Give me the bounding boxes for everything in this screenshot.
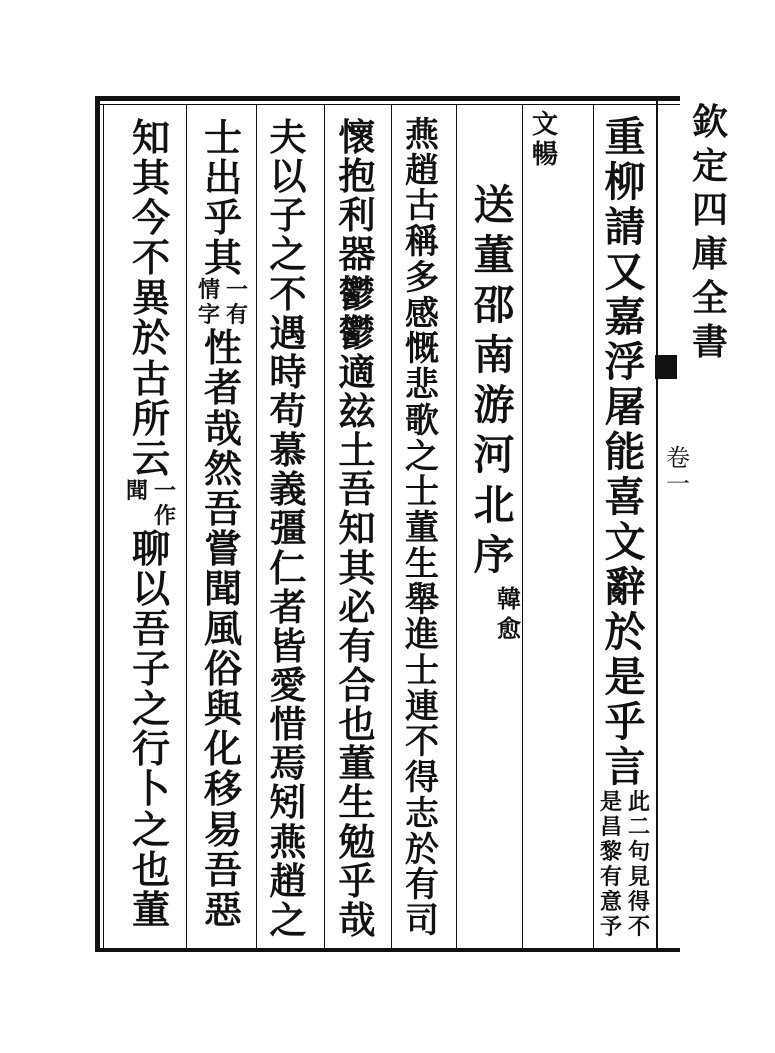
text-char: 於: [604, 608, 646, 656]
text-char: 趙: [269, 858, 307, 903]
text-char: 之: [131, 686, 171, 732]
text-char: 不: [269, 271, 307, 316]
volume-char: 一: [666, 470, 690, 498]
text-char: 以: [131, 565, 171, 611]
text-char: 連: [405, 686, 439, 727]
text-char: 之: [269, 897, 307, 942]
text-char: 也: [338, 702, 376, 747]
column-divider: [391, 104, 392, 948]
text-char: 生: [338, 780, 376, 825]
text-column-6: [264, 115, 312, 942]
note-char: 予: [599, 914, 622, 940]
text-char: 趙: [405, 150, 439, 191]
text-char: 鬱: [338, 310, 376, 355]
text-char: 吾: [131, 606, 171, 652]
text-char: 之: [405, 436, 439, 477]
text-char: 柳: [604, 158, 646, 206]
edge-title-char: 定: [691, 145, 728, 187]
author-char: 愈: [497, 614, 521, 643]
text-char: 也: [131, 846, 171, 892]
text-char: 惡: [203, 886, 243, 932]
text-char: 勉: [338, 819, 376, 864]
text-char: 能: [604, 428, 646, 476]
text-char: 卜: [131, 766, 171, 812]
text-char: 移: [203, 766, 243, 812]
top-border: [95, 96, 680, 101]
title-char: 河: [473, 431, 515, 479]
column-divider: [522, 104, 523, 948]
text-char: 土: [338, 428, 376, 473]
text-char: 惜: [269, 702, 307, 747]
text-char: 仁: [269, 545, 307, 590]
note-char: 二: [627, 814, 650, 840]
text-char: 言: [604, 743, 646, 791]
text-char: 然: [203, 445, 243, 491]
left-border: [95, 96, 100, 952]
text-char: 慨: [405, 329, 439, 370]
text-char: 義: [269, 467, 307, 512]
text-char: 得: [405, 758, 439, 799]
edge-book-title: [690, 100, 730, 364]
edge-title-char: 庫: [691, 233, 728, 275]
marginal-char: 暢: [532, 140, 559, 170]
text-char: 有: [405, 865, 439, 906]
text-char: 夫: [269, 115, 307, 159]
text-char: 哉: [203, 405, 243, 451]
text-char: 董: [405, 508, 439, 549]
text-char: 苟: [269, 388, 307, 433]
text-char: 浮: [604, 338, 646, 386]
text-char: 又: [604, 248, 646, 296]
note-char: 此: [627, 789, 650, 815]
note-char: 聞: [125, 477, 148, 504]
text-char: 進: [405, 615, 439, 656]
text-char: 志: [405, 793, 439, 834]
note-char: 有: [225, 302, 248, 329]
text-char: 司: [405, 901, 439, 942]
text-char: 者: [269, 584, 307, 629]
text-char: 聊: [131, 525, 171, 571]
edge-title-char: 書: [691, 321, 728, 363]
text-char: 生: [405, 543, 439, 584]
note-char: 一: [225, 277, 248, 304]
text-char: 玆: [338, 388, 376, 433]
text-char: 文: [604, 518, 646, 566]
text-char: 感: [405, 293, 439, 334]
text-char: 重: [604, 113, 646, 161]
text-char: 悲: [405, 365, 439, 406]
title-char: 游: [473, 381, 515, 429]
text-char: 燕: [269, 819, 307, 864]
text-char: 辭: [604, 563, 646, 611]
text-char: 嘗: [203, 525, 243, 571]
text-char: 性: [203, 325, 243, 371]
text-char: 不: [131, 235, 171, 281]
column-divider: [324, 104, 325, 948]
title-char: 南: [473, 331, 515, 379]
interlinear-note: [598, 790, 652, 940]
text-char: 聞: [203, 565, 243, 611]
note-char: 昌: [599, 814, 622, 840]
text-column-8: [124, 115, 178, 932]
text-char: 愛: [269, 662, 307, 707]
column-divider: [256, 104, 257, 948]
text-column-1: [598, 115, 652, 940]
note-char: 是: [599, 789, 622, 815]
text-char: 利: [338, 193, 376, 238]
text-char: 遇: [269, 310, 307, 355]
text-char: 者: [203, 365, 243, 411]
text-char: 屠: [604, 383, 646, 431]
text-char: 請: [604, 203, 646, 251]
note-column-left: [196, 278, 222, 328]
text-char: 乎: [338, 858, 376, 903]
text-char: 彊: [269, 506, 307, 551]
title-char: 送: [473, 181, 515, 229]
text-char: 焉: [269, 741, 307, 786]
note-column-right: [224, 278, 250, 328]
marginal-char: 文: [532, 110, 559, 140]
note-char: 見: [627, 864, 650, 890]
text-char: 抱: [338, 154, 376, 199]
fold-fishtail-mark: [655, 355, 677, 379]
text-char: 士: [203, 115, 243, 160]
interlinear-note: [196, 278, 250, 328]
text-char: 其: [203, 235, 243, 281]
volume-label: [664, 445, 692, 497]
bottom-border: [95, 948, 680, 952]
text-char: 化: [203, 726, 243, 772]
note-char: 句: [627, 839, 650, 865]
volume-char: 卷: [666, 444, 690, 472]
edge-title-char: 欽: [691, 101, 728, 143]
text-char: 其: [338, 545, 376, 590]
text-char: 行: [131, 726, 171, 772]
text-char: 與: [203, 686, 243, 732]
note-column-left: [598, 790, 624, 940]
edge-title-char: 全: [691, 277, 728, 319]
text-char: 乎: [604, 698, 646, 746]
column-divider: [593, 104, 594, 948]
note-char: 有: [599, 864, 622, 890]
text-char: 以: [269, 154, 307, 199]
left-border-inner: [103, 104, 104, 948]
text-char: 哉: [338, 897, 376, 942]
title-char: 北: [473, 481, 515, 529]
note-column-right: [152, 479, 178, 529]
text-char: 今: [131, 195, 171, 241]
title-char: 邵: [473, 281, 515, 329]
note-char: 作: [153, 502, 176, 529]
text-char: 於: [405, 829, 439, 870]
note-column-right: [626, 790, 652, 940]
text-column-4: [398, 115, 446, 942]
text-char: 器: [338, 232, 376, 277]
text-column-3-title: [466, 180, 522, 644]
text-char: 喜: [604, 473, 646, 521]
text-char: 士: [405, 651, 439, 692]
author-char: 韓: [497, 584, 521, 613]
text-char: 皆: [269, 623, 307, 668]
text-char: 其: [131, 155, 171, 201]
note-char: 一: [153, 477, 176, 504]
text-char: 風: [203, 606, 243, 652]
text-char: 慕: [269, 428, 307, 473]
text-char: 董: [131, 886, 171, 932]
text-char: 於: [131, 315, 171, 361]
text-char: 合: [338, 662, 376, 707]
text-char: 子: [131, 646, 171, 692]
note-char: 字: [197, 302, 220, 329]
text-char: 舉: [405, 579, 439, 620]
text-char: 古: [405, 186, 439, 227]
text-char: 矧: [269, 780, 307, 825]
note-column-left: [124, 479, 150, 529]
text-char: 吾: [203, 846, 243, 892]
text-char: 稱: [405, 222, 439, 263]
text-char: 所: [131, 395, 171, 441]
text-char: 異: [131, 275, 171, 321]
text-char: 云: [131, 435, 171, 481]
text-char: 之: [131, 806, 171, 852]
text-char: 古: [131, 355, 171, 401]
fold-line: [656, 96, 658, 952]
edge-title-char: 四: [691, 189, 728, 231]
text-column-2: [532, 110, 558, 170]
text-char: 出: [203, 155, 243, 201]
title-char: 序: [473, 531, 515, 579]
text-char: 懷: [338, 115, 376, 159]
text-column-5: [333, 115, 381, 942]
text-char: 士: [405, 472, 439, 513]
text-char: 乎: [203, 195, 243, 241]
text-char: 之: [269, 232, 307, 277]
text-char: 嘉: [604, 293, 646, 341]
text-char: 吾: [338, 467, 376, 512]
text-char: 適: [338, 349, 376, 394]
note-char: 意: [599, 889, 622, 915]
note-char: 得: [627, 889, 650, 915]
text-char: 必: [338, 584, 376, 629]
text-char: 不: [405, 722, 439, 763]
column-divider: [186, 104, 187, 948]
text-char: 子: [269, 193, 307, 238]
note-char: 黎: [599, 839, 622, 865]
text-char: 歌: [405, 400, 439, 441]
text-char: 鬱: [338, 271, 376, 316]
text-char: 俗: [203, 646, 243, 692]
text-char: 易: [203, 806, 243, 852]
interlinear-note: [124, 479, 178, 529]
text-char: 是: [604, 653, 646, 701]
text-column-7: [196, 115, 250, 932]
note-char: 不: [627, 914, 650, 940]
title-char: 董: [473, 231, 515, 279]
text-char: 知: [338, 506, 376, 551]
note-char: 情: [197, 277, 220, 304]
text-char: 知: [131, 115, 171, 160]
text-char: 多: [405, 257, 439, 298]
text-char: 燕: [405, 115, 439, 155]
text-char: 有: [338, 623, 376, 668]
column-divider: [456, 104, 457, 948]
text-char: 董: [338, 741, 376, 786]
text-char: 吾: [203, 485, 243, 531]
text-char: 時: [269, 349, 307, 394]
